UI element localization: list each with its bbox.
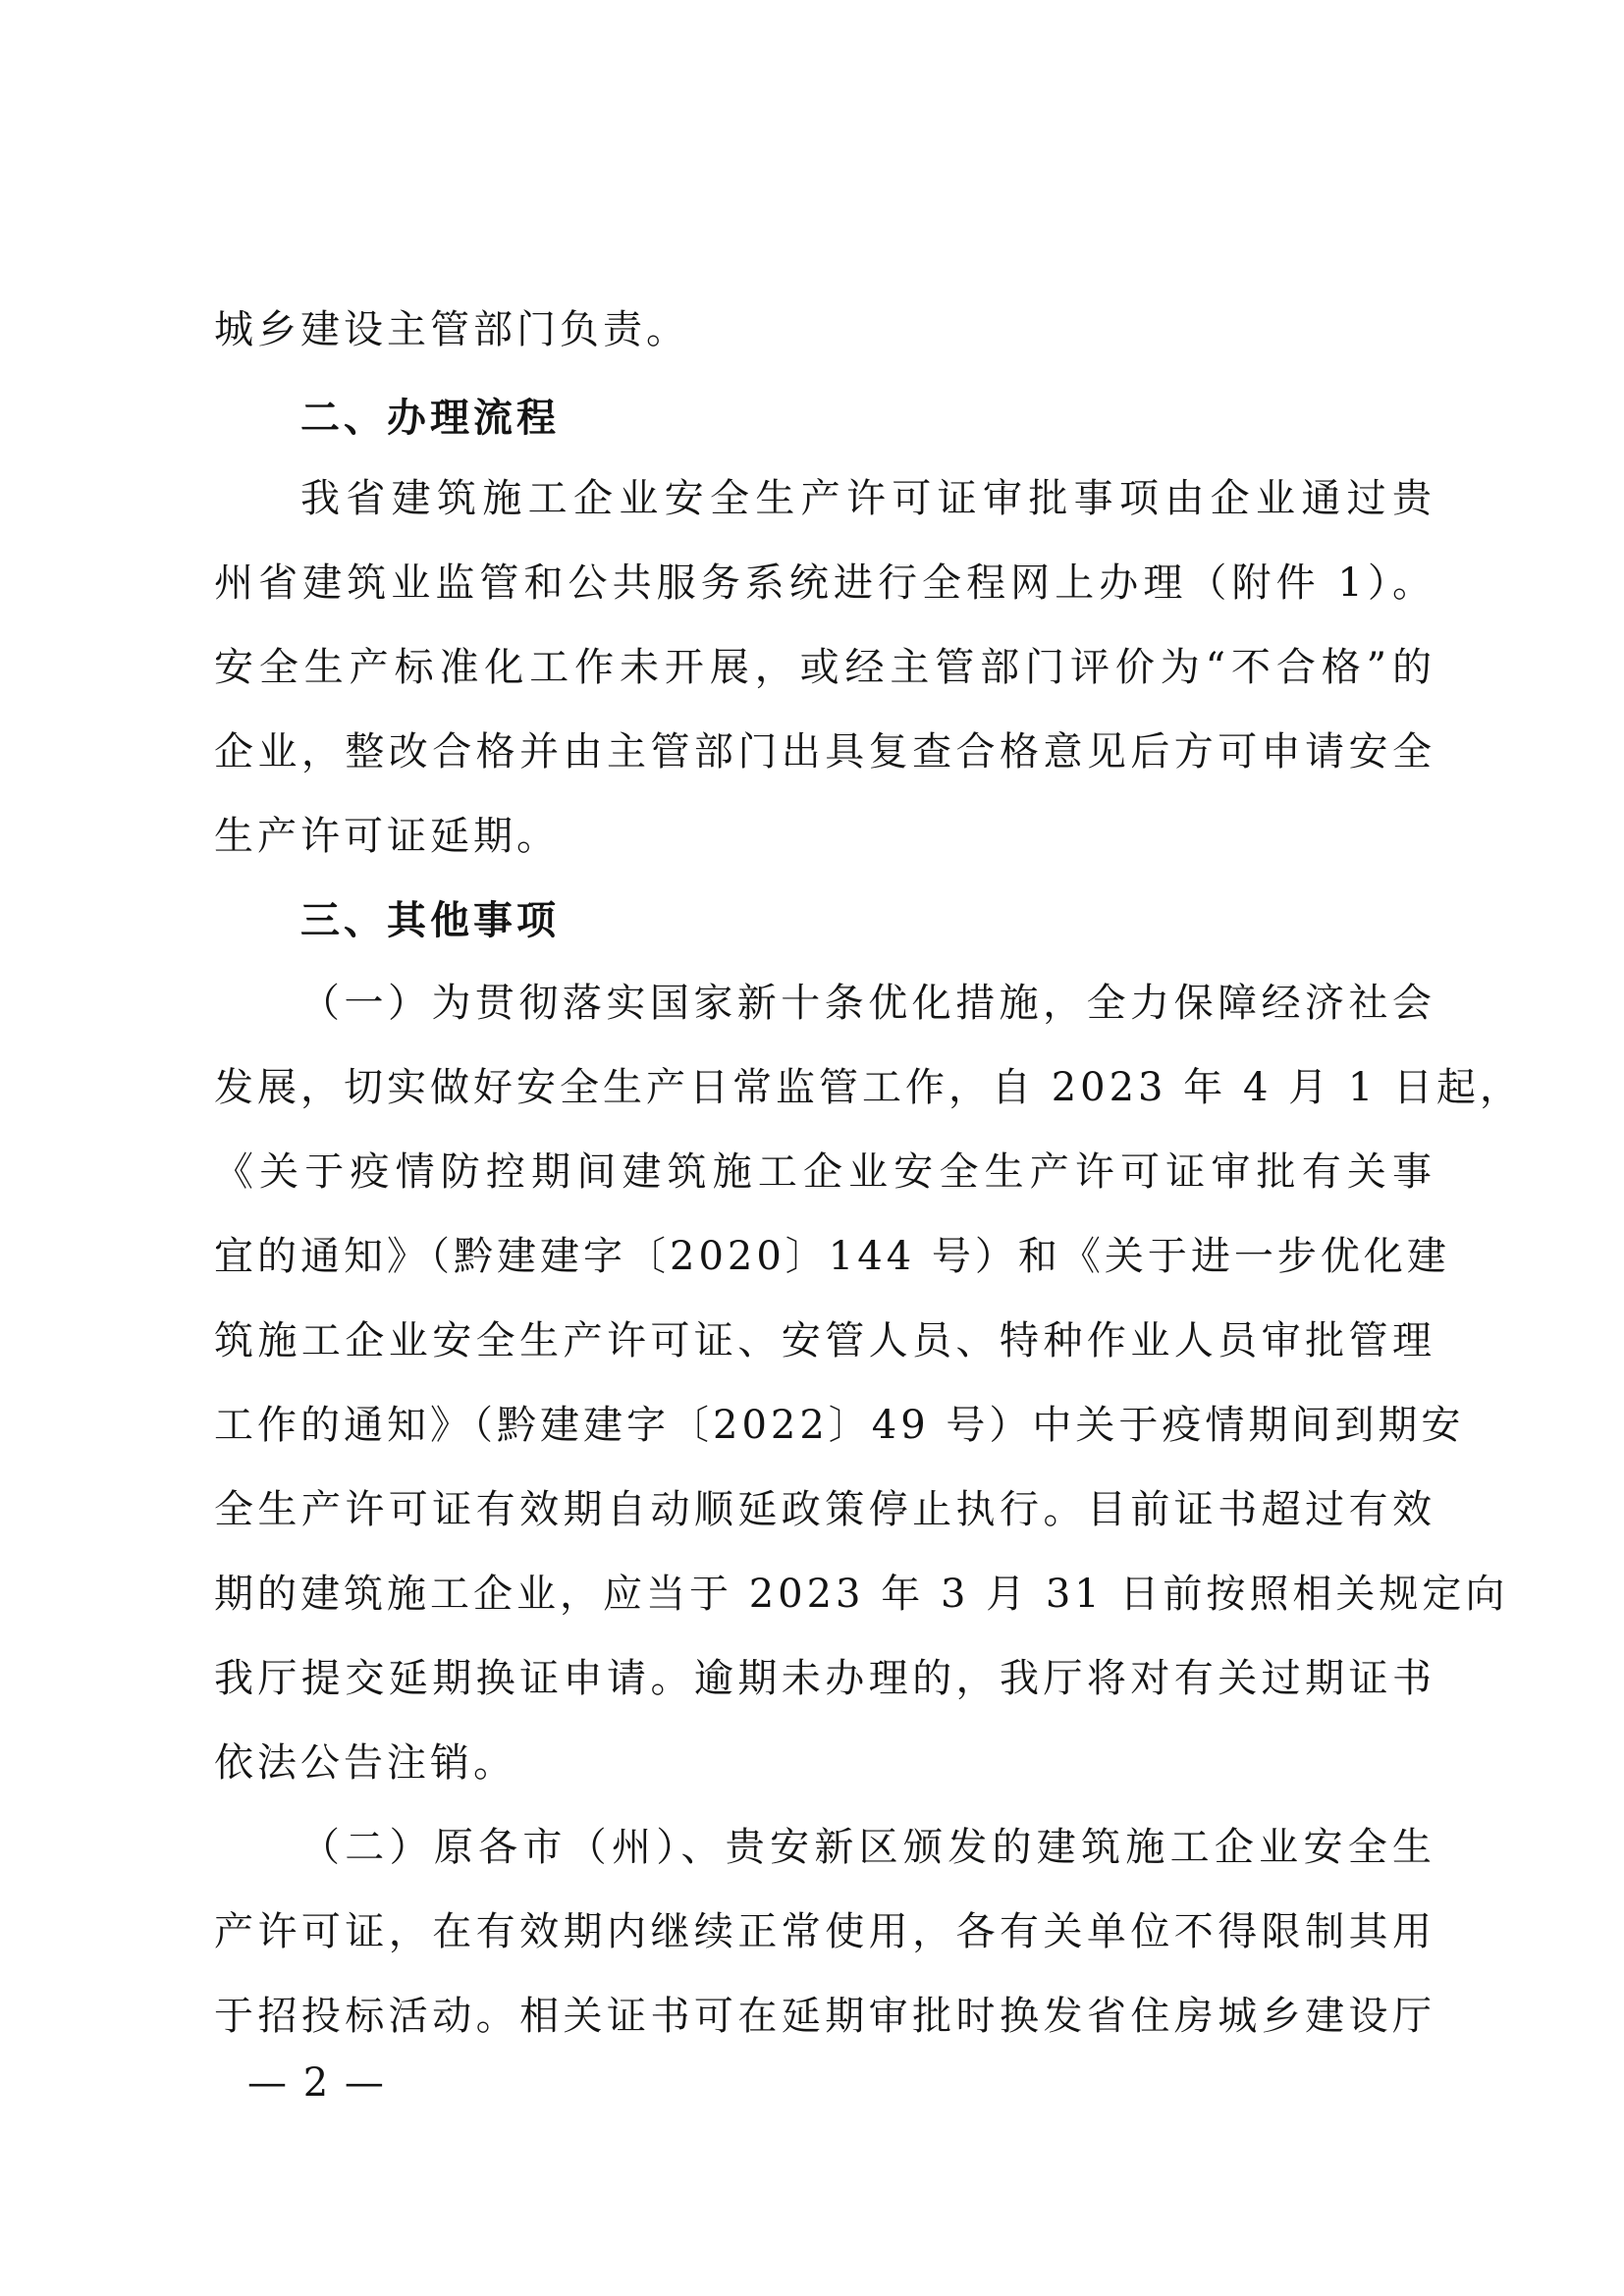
body-line: 安全生产标准化工作未开展，或经主管部门评价为“不合格”的 xyxy=(214,645,1435,690)
body-line: 企业，整改合格并由主管部门出具复查合格意见后方可申请安全 xyxy=(214,729,1435,774)
body-line: 州省建筑业监管和公共服务系统进行全程网上办理（附件 1）。 xyxy=(214,561,1435,606)
body-line: 工作的通知》（黔建建字〔2022〕49 号）中关于疫情期间到期安 xyxy=(214,1403,1465,1448)
body-line: 期的建筑施工企业，应当于 2023 年 3 月 31 日前按照相关规定向 xyxy=(214,1572,1509,1617)
page-number: — 2 — xyxy=(247,2060,386,2106)
body-line: （一）为贯彻落实国家新十条优化措施，全力保障经济社会 xyxy=(300,981,1435,1026)
body-line: 《关于疫情防控期间建筑施工企业安全生产许可证审批有关事 xyxy=(214,1149,1435,1195)
section-heading-other-matters: 三、其他事项 xyxy=(300,898,560,943)
body-line: 发展，切实做好安全生产日常监管工作，自 2023 年 4 月 1 日起， xyxy=(214,1065,1523,1110)
body-line: 产许可证，在有效期内继续正常使用，各有关单位不得限制其用 xyxy=(214,1909,1435,1954)
body-line: （二）原各市（州）、贵安新区颁发的建筑施工企业安全生 xyxy=(300,1825,1435,1870)
body-line: 全生产许可证有效期自动顺延政策停止执行。目前证书超过有效 xyxy=(214,1487,1435,1532)
body-line: 我厅提交延期换证申请。逾期未办理的，我厅将对有关过期证书 xyxy=(214,1656,1435,1701)
body-line: 宜的通知》（黔建建字〔2020〕144 号）和《关于进一步优化建 xyxy=(214,1234,1450,1279)
body-line: 城乡建设主管部门负责。 xyxy=(214,307,689,352)
body-line: 依法公告注销。 xyxy=(214,1740,516,1786)
body-line: 于招投标活动。相关证书可在延期审批时换发省住房城乡建设厅 xyxy=(214,1994,1435,2039)
body-line: 我省建筑施工企业安全生产许可证审批事项由企业通过贵 xyxy=(300,476,1435,521)
body-line: 筑施工企业安全生产许可证、安管人员、特种作业人员审批管理 xyxy=(214,1318,1435,1363)
body-line: 生产许可证延期。 xyxy=(214,814,560,859)
section-heading-process: 二、办理流程 xyxy=(300,396,560,441)
